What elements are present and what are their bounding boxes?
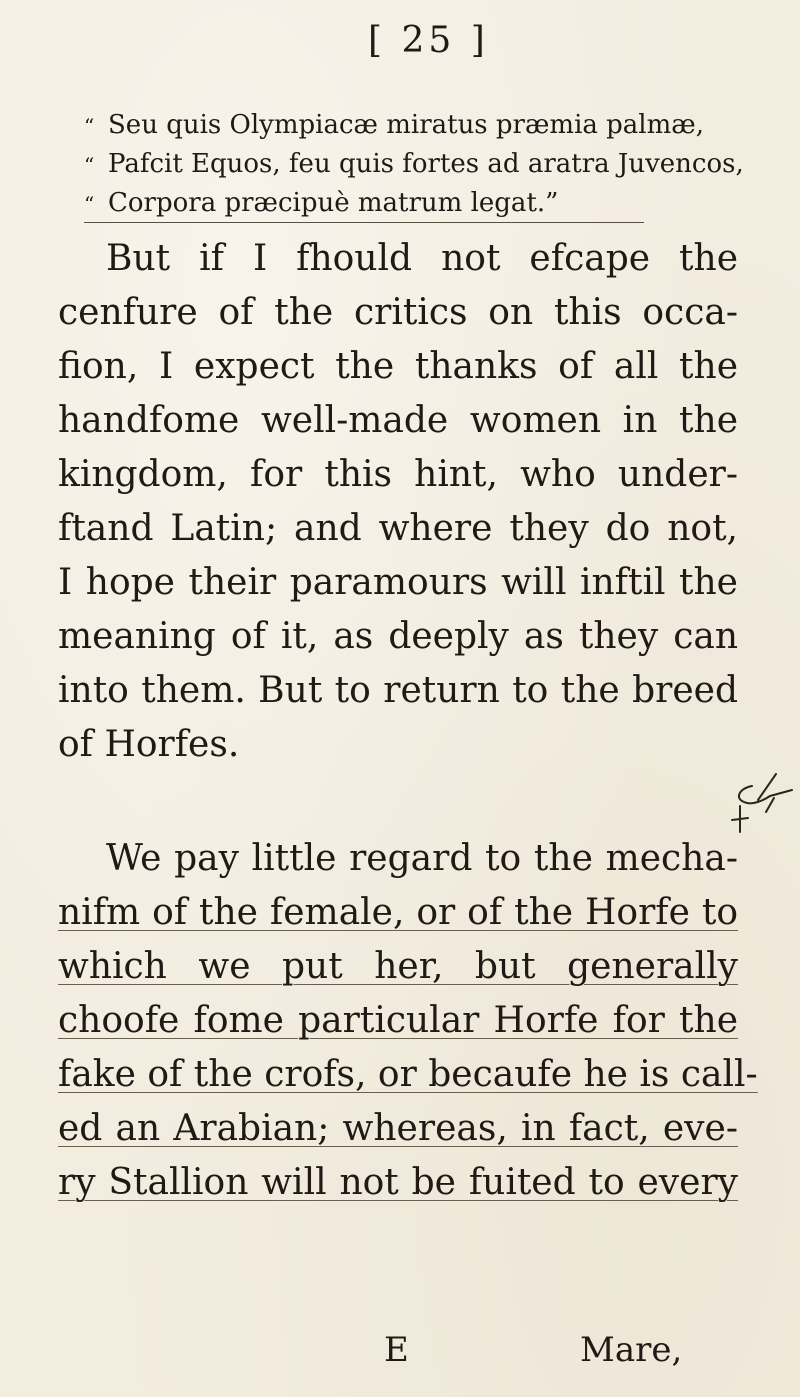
page-number: [ 25 ] (368, 20, 489, 61)
paragraph-line: kingdom, for this hint, who under- (58, 454, 738, 495)
paragraph-line: ed an Arabian; whereas, in fact, eve- (58, 1108, 738, 1149)
paragraph-1 (58, 232, 738, 772)
paragraph-line: choofe fome particular Horfe for the (58, 1000, 738, 1041)
quote-line-3: “ Corpora præcipuè matrum legat.” (84, 188, 559, 218)
paragraph-line: ftand Latin; and where they do not, (58, 508, 738, 549)
paragraph-line: handfome well-made women in the (58, 400, 738, 441)
paragraph-line: I hope their paramours will inftil the (58, 562, 738, 603)
paragraph-line: fake of the crofs, or becaufe he is call- (58, 1054, 758, 1095)
quote-divider (84, 222, 644, 223)
handwritten-mark-icon (730, 770, 800, 840)
paragraph-line: meaning of it, as deeply as they can (58, 616, 738, 657)
paragraph-line: which we put her, but generally (58, 946, 738, 987)
paragraph-line: into them. But to return to the breed (58, 670, 738, 711)
paragraph-line: nifm of the female, or of the Horfe to (58, 892, 738, 933)
quote-line-1: “ Seu quis Olympiacæ miratus præmia palmæ, (84, 106, 724, 145)
main-text (58, 232, 758, 1210)
quote-line-2: “ Pafcit Equos, feu quis fortes ad aratra Juvencos, (84, 149, 744, 179)
signature-mark: E (384, 1330, 409, 1370)
catchword: Mare, (580, 1330, 683, 1370)
paragraph-line: fion, I expect the thanks of all the (58, 346, 738, 387)
paragraph-line: of Horfes. (58, 724, 240, 765)
paragraph-line: ry Stallion will not be fuited to every (58, 1162, 738, 1203)
paragraph-line: We pay little regard to the mecha- (106, 838, 738, 879)
open-quote-mark: “ (84, 114, 95, 138)
paragraph-line: But if I fhould not efcape the (106, 238, 738, 279)
paragraph-line: cenfure of the critics on this occa- (58, 292, 738, 333)
paragraph-gap (58, 772, 738, 832)
latin-quote (84, 106, 744, 223)
paragraph-2 (58, 832, 758, 1210)
